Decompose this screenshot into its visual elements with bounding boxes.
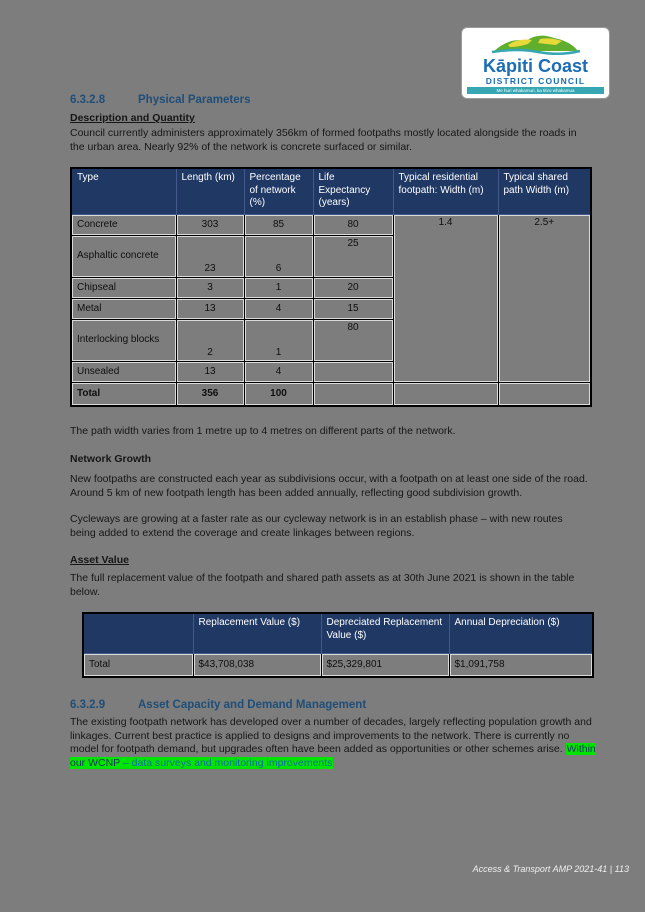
cell-type: Chipseal <box>71 277 176 298</box>
cell-life <box>313 382 393 406</box>
description-quantity-heading: Description and Quantity <box>70 112 195 124</box>
col-header-shared-path-width: Typical shared path Width (m) <box>498 168 591 214</box>
section-heading-asset-capacity <box>70 699 600 711</box>
asset-value-table <box>82 612 594 678</box>
cell-residential-width-total <box>393 382 498 406</box>
cell-annual-depreciation: $1,091,758 <box>449 653 593 677</box>
col-header-depreciated-value: Depreciated Replacement Value ($) <box>321 613 449 653</box>
cell-life: 80 <box>313 319 393 361</box>
col-header-percentage: Percentage of network (%) <box>244 168 313 214</box>
col-header-annual-depreciation: Annual Depreciation ($) <box>449 613 593 653</box>
council-logo <box>462 28 609 98</box>
cell-depreciated-value: $25,329,801 <box>321 653 449 677</box>
cell-life <box>313 361 393 382</box>
table-header-row <box>71 168 591 214</box>
table-total-row <box>71 382 591 406</box>
cell-length: 13 <box>176 361 244 382</box>
cell-type: Interlocking blocks <box>71 319 176 361</box>
col-header-blank <box>83 613 193 653</box>
col-header-length: Length (km) <box>176 168 244 214</box>
highlight-part-1: Within our WCNP <box>70 743 596 769</box>
cell-type: Unsealed <box>71 361 176 382</box>
cell-life: 20 <box>313 277 393 298</box>
cell-type: Concrete <box>71 214 176 235</box>
col-header-life-expectancy: Life Expectancy (years) <box>313 168 393 214</box>
cell-life: 25 <box>313 235 393 277</box>
cell-life: 15 <box>313 298 393 319</box>
network-growth-heading: Network Growth <box>70 453 152 465</box>
cell-shared-width-total <box>498 382 591 406</box>
table-row <box>83 653 593 677</box>
col-header-replacement-value: Replacement Value ($) <box>193 613 321 653</box>
cell-replacement-value: $43,708,038 <box>193 653 321 677</box>
col-header-residential-width: Typical residential footpath: Width (m) <box>393 168 498 214</box>
network-growth-paragraph-1: New footpaths are constructed each year as subdivisions occur, with a footpath on at least one side of the road. Around 5 km of new footpath length has been added annually, reflecting good subdivision growth. <box>70 473 588 499</box>
cell-percentage: 1 <box>244 319 313 361</box>
section-heading-physical-parameters <box>70 94 600 106</box>
cell-length: 23 <box>176 235 244 277</box>
cell-percentage: 6 <box>244 235 313 277</box>
cell-percentage: 100 <box>244 382 313 406</box>
section-title: Asset Capacity and Demand Management <box>138 699 367 711</box>
logo-subtitle: DISTRICT COUNCIL <box>485 76 586 86</box>
cell-shared-width: 2.5+ <box>498 214 591 382</box>
cell-length: 356 <box>176 382 244 406</box>
network-growth-paragraph-2: Cycleways are growing at a faster rate as our cycleway network is in an establish phase – with new routes being added to extend the coverage and create linkages between regions. <box>70 513 563 539</box>
cell-type: Metal <box>71 298 176 319</box>
cell-total-label: Total <box>83 653 193 677</box>
col-header-type: Type <box>71 168 176 214</box>
cell-length: 303 <box>176 214 244 235</box>
section-title: Physical Parameters <box>138 94 251 106</box>
cell-percentage: 1 <box>244 277 313 298</box>
cell-length: 2 <box>176 319 244 361</box>
logo-tagline: Me huri whakamuri, ka titiro whakamua <box>467 87 604 94</box>
page-footer: Access & Transport AMP 2021-41 | 113 <box>472 864 629 874</box>
path-width-paragraph: The path width varies from 1 metre up to 4 metres on different parts of the network. <box>70 425 456 437</box>
cell-type: Asphaltic concrete <box>71 235 176 277</box>
cell-type: Total <box>71 382 176 406</box>
table-row <box>71 214 591 235</box>
asset-value-heading: Asset Value <box>70 554 129 566</box>
cell-percentage: 85 <box>244 214 313 235</box>
logo-title: Kāpiti Coast <box>482 56 588 76</box>
table-header-row <box>83 613 593 653</box>
section-number: 6.3.2.8 <box>70 94 106 106</box>
description-paragraph: Council currently administers approximately 356km of formed footpaths mostly located alongside the roads in the urban area. Nearly 92% of the network is concrete surfaced or similar. <box>70 127 577 153</box>
cell-life: 80 <box>313 214 393 235</box>
kapiti-island-icon <box>488 31 584 57</box>
highlight-part-2: – data surveys and monitoring improvements <box>122 756 333 769</box>
footpath-parameters-table <box>70 167 592 407</box>
section-number: 6.3.2.9 <box>70 699 106 711</box>
cell-residential-width: 1.4 <box>393 214 498 382</box>
cell-length: 3 <box>176 277 244 298</box>
cell-percentage: 4 <box>244 361 313 382</box>
asset-capacity-text: The existing footpath network has developed over a number of decades, largely reflecting population growth and linkages. Current best practice is applied to designs and improvements to the network. There is currently no model for footpath demand, but upgrades often have been added as opportunities or other schemes arise. <box>70 716 592 755</box>
cell-percentage: 4 <box>244 298 313 319</box>
asset-capacity-paragraph <box>70 716 600 770</box>
cell-length: 13 <box>176 298 244 319</box>
asset-value-paragraph: The full replacement value of the footpath and shared path assets as at 30th June 2021 is shown in the table below. <box>70 572 575 598</box>
